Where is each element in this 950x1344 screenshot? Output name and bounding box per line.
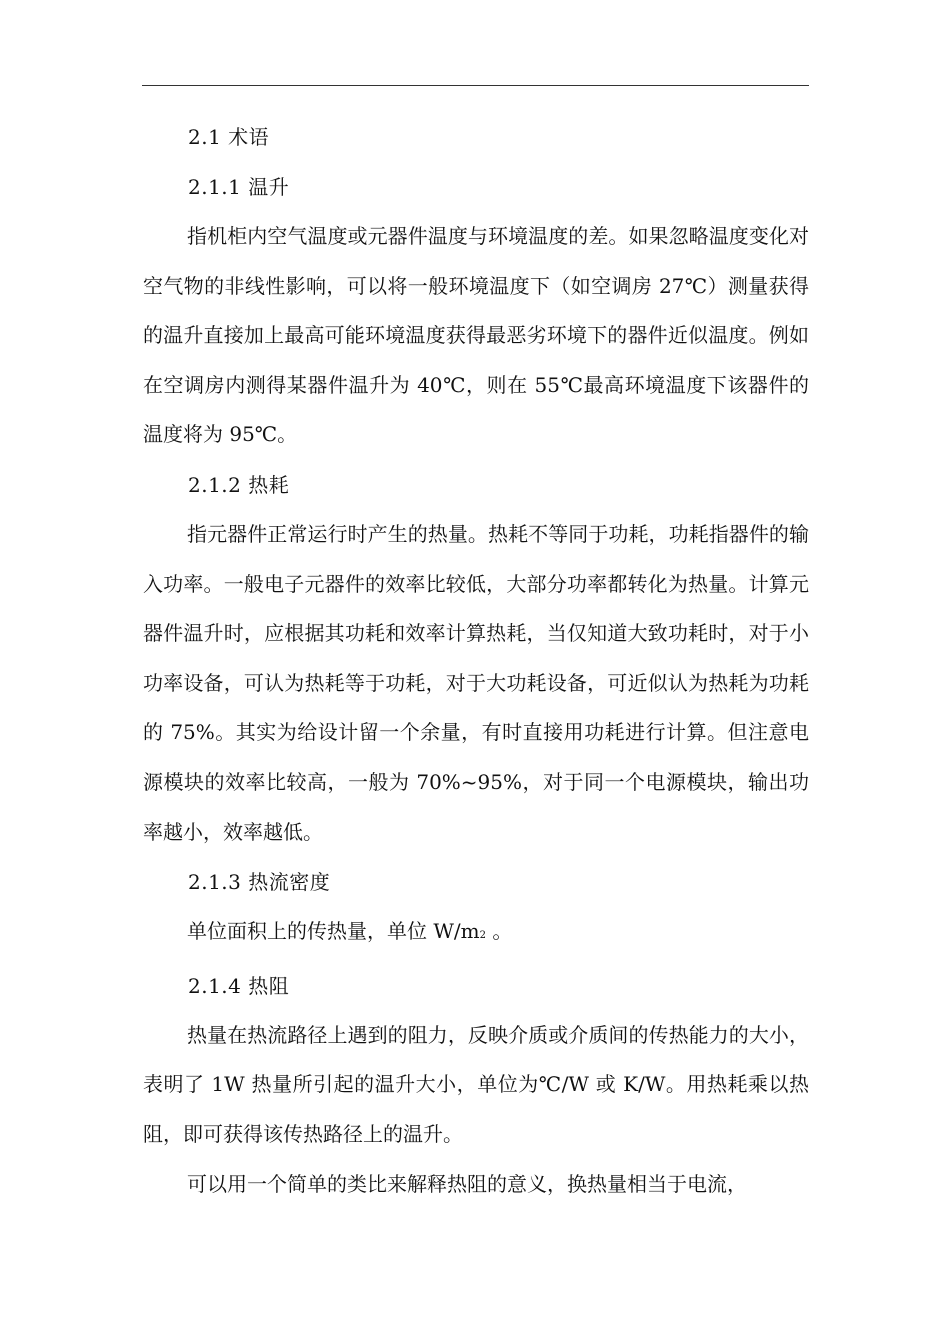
para-temperature-rise: 指机柜内空气温度或元器件温度与环境温度的差。如果忽略温度变化对空气物的非线性影响，可以将一般环境温度下（如空调房 27℃）测量获得的温升直接加上最高可能环境温度获得最恶劣环境下的器件近似温度。例如在空调房内测得某器件温升为 40℃，则在 55℃最高环境温度下该器件的温度将为 95℃。 (143, 224, 809, 447)
heading-2-1: 2.1 术语 (188, 125, 270, 149)
para-analogy: 可以用一个简单的类比来解释热阻的意义，换热量相当于电流， (187, 1171, 747, 1196)
para-heat-flux (143, 907, 809, 961)
para-heat-dissipation: 指元器件正常运行时产生的热量。热耗不等同于功耗，功耗指器件的输入功率。一般电子元器件的效率比较低，大部分功率都转化为热量。计算元器件温升时，应根据其功耗和效率计算热耗，当仅知道大致功耗时，对于小功率设备，可认为热耗等于功耗，对于大功耗设备，可近似认为热耗为功耗的 75%。其实为给设计留一个余量，有时直接用功耗进行计算。但注意电源模块的效率比较高，一般为 70%~95%，对于同一个电源模块，输出功率越小，效率越低。 (143, 521, 809, 844)
heading-2-1-4: 2.1.4 热阻 (188, 973, 290, 998)
heat-flux-end: 。 (486, 919, 513, 944)
heading-2-1-3: 2.1.3 热流密度 (188, 870, 331, 895)
header-rule (142, 85, 809, 86)
heat-flux-unit-exponent: 2 (479, 930, 486, 942)
para-thermal-resistance: 热量在热流路径上遇到的阻力，反映介质或介质间的传热能力的大小，表明了 1W 热量所引起的温升大小，单位为℃/W 或 K/W。用热耗乘以热阻，即可获得该传热路径上的温升。 (143, 1022, 809, 1146)
document-body (143, 112, 809, 1209)
heat-flux-text: 单位面积上的传热量，单位 W/m (187, 919, 480, 944)
heading-2-1-1: 2.1.1 温升 (188, 175, 290, 199)
heading-2-1-2: 2.1.2 热耗 (188, 472, 290, 497)
